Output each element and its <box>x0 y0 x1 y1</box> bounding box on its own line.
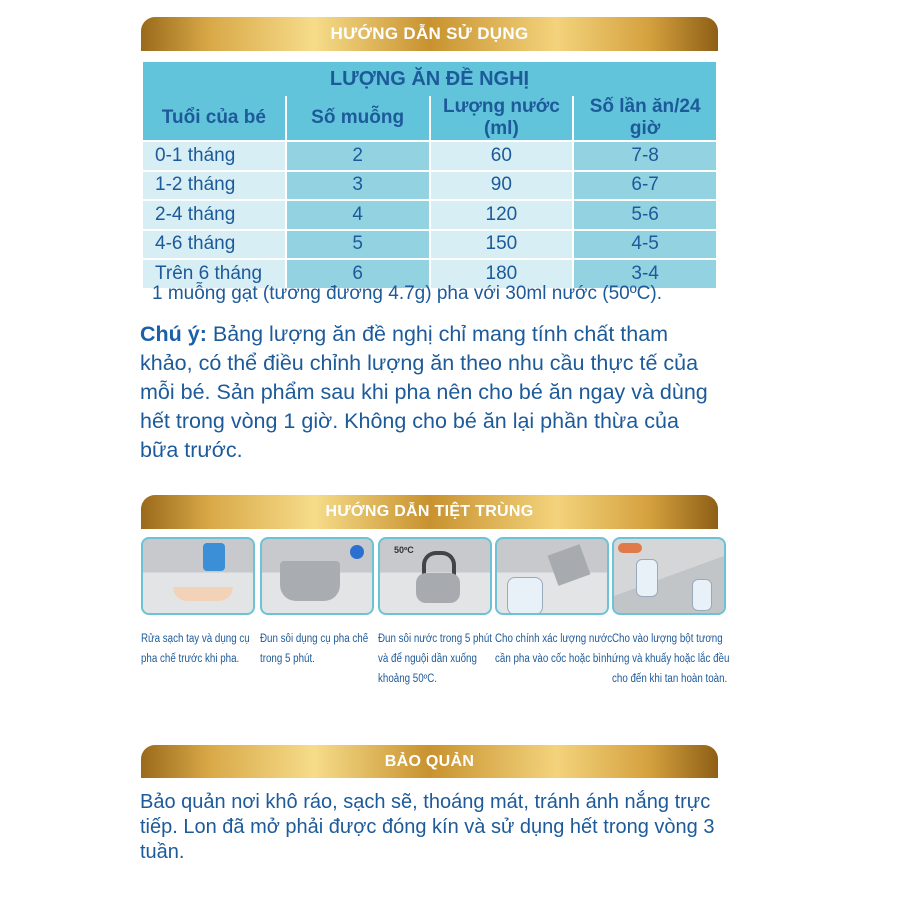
table-row <box>143 140 716 170</box>
col-header: Lượng nước (ml) <box>431 96 573 140</box>
cell: 0-1 tháng <box>143 140 285 170</box>
table-title: LƯỢNG ĂN ĐỀ NGHỊ <box>143 62 716 96</box>
cell: 6 <box>287 258 429 288</box>
step-caption: Rửa sạch tay và dụng cụ pha chế trước khi pha. <box>141 633 250 665</box>
cell: 180 <box>431 258 573 288</box>
scoop-note: 1 muỗng gạt (tương đương 4.7g) pha với 30ml nước (50ºC). <box>152 283 663 304</box>
feeding-table <box>141 62 718 288</box>
col-header: Tuổi của bé <box>143 96 285 140</box>
pour-water-icon <box>495 537 609 615</box>
step-1 <box>141 537 255 669</box>
step-3 <box>378 537 492 689</box>
cell: 6-7 <box>574 170 716 200</box>
step-4 <box>495 537 615 669</box>
cell: 90 <box>431 170 573 200</box>
shake-bottle-icon <box>612 537 726 615</box>
cell: 7-8 <box>574 140 716 170</box>
boil-pot-icon <box>260 537 374 615</box>
usage-banner: HƯỚNG DẪN SỬ DỤNG <box>141 17 718 51</box>
cell: 1-2 tháng <box>143 170 285 200</box>
cell: 5-6 <box>574 199 716 229</box>
step-caption: Cho chính xác lượng nước cần pha vào cốc hoặc bình. <box>495 633 615 665</box>
step-caption: Cho vào lượng bột tương ứng và khuấy hoặc lắc đều cho đến khi tan hoàn toàn. <box>612 633 730 685</box>
step-caption: Đun sôi nước trong 5 phút và để nguội dần xuống khoảng 50ºC. <box>378 633 493 685</box>
temp-label: 50ºC <box>394 545 414 555</box>
cell: 60 <box>431 140 573 170</box>
cell: 4-6 tháng <box>143 229 285 259</box>
table-row <box>143 170 716 200</box>
cell: 3-4 <box>574 258 716 288</box>
caution-paragraph <box>140 320 720 465</box>
table-row <box>143 199 716 229</box>
caution-label: Chú ý: <box>140 322 207 346</box>
wash-hands-icon <box>141 537 255 615</box>
cell: 4-5 <box>574 229 716 259</box>
cell: 4 <box>287 199 429 229</box>
cell: Trên 6 tháng <box>143 258 285 288</box>
col-header: Số muỗng <box>287 96 429 140</box>
cell: 120 <box>431 199 573 229</box>
cell: 5 <box>287 229 429 259</box>
cell: 3 <box>287 170 429 200</box>
step-5 <box>612 537 730 689</box>
kettle-icon <box>378 537 492 615</box>
cell: 2 <box>287 140 429 170</box>
step-2 <box>260 537 374 669</box>
cell: 150 <box>431 229 573 259</box>
step-caption: Đun sôi dụng cụ pha chế trong 5 phút. <box>260 633 369 665</box>
cell: 2-4 tháng <box>143 199 285 229</box>
sterilize-banner: HƯỚNG DẪN TIỆT TRÙNG <box>141 495 718 529</box>
storage-text: Bảo quản nơi khô ráo, sạch sẽ, thoáng mát, tránh ánh nắng trực tiếp. Lon đã mở phải được đóng kín và sử dụng hết trong vòng 3 tuần. <box>140 791 715 863</box>
col-header: Số lần ăn/24 giờ <box>574 96 716 140</box>
caution-text: Bảng lượng ăn đề nghị chỉ mang tính chất tham khảo, có thể điều chỉnh lượng ăn theo nhu cầu thực tế của mỗi bé. Sản phẩm sau khi pha nên cho bé ăn ngay và dùng hết trong vòng 1 giờ. Không cho bé ăn lại phần thừa của bữa trước. <box>140 322 708 462</box>
storage-banner: BẢO QUẢN <box>141 745 718 778</box>
table-row <box>143 229 716 259</box>
